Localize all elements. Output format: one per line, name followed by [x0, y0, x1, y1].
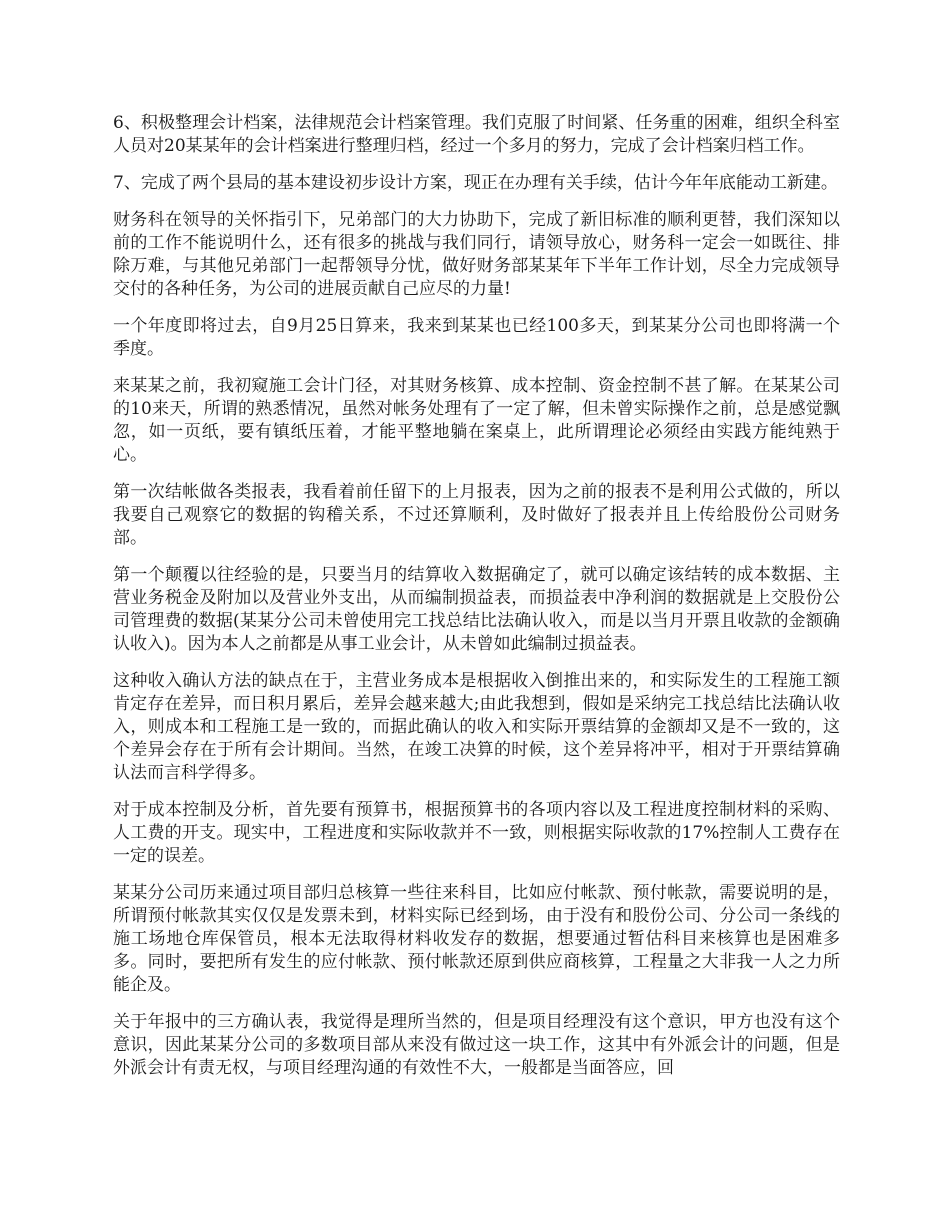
paragraph-cost-control: 对于成本控制及分析，首先要有预算书，根据预算书的各项内容以及工程进度控制材料的采购、人工费的开支。现实中，工程进度和实际收款并不一致，则根据实际收款的17%控制人工费存在一定的误差。 — [113, 800, 840, 866]
paragraph-accounts-payable: 某某分公司历来通过项目部归总核算一些往来科目，比如应付帐款、预付帐款，需要说明的是，所谓预付帐款其实仅仅是发票未到，材料实际已经到场，由于没有和股份公司、分公司一条线的施工场地仓库保管员，根本无法取得材料收发存的数据，想要通过暂估科目来核算也是困难多多。同时，要把所有发生的应付帐款、预付帐款还原到供应商核算，工程量之大非我一人之力所能企及。 — [113, 883, 840, 995]
paragraph-method-drawbacks: 这种收入确认方法的缺点在于，主营业务成本是根据收入倒推出来的，和实际发生的工程施工额肯定存在差异，而日积月累后，差异会越来越大;由此我想到，假如是采纳完工找总结比法确认收入，则成本和工程施工是一致的，而据此确认的收入和实际开票结算的金额却又是不一致的，这个差异会存在于所有会计期间。当然，在竣工决算的时候，这个差异将冲平，相对于开票结算确认法而言科学得多。 — [113, 671, 840, 783]
paragraph-before-joining: 来某某之前，我初窥施工会计门径，对其财务核算、成本控制、资金控制不甚了解。在某某公司的10来天，所谓的熟悉情况，虽然对帐务处理有了一定了解，但未曾实际操作之前，总是感觉飘忽，如一页纸，要有镇纸压着，才能平整地躺在案桌上，此所谓理论必须经由实践方能纯熟于心。 — [113, 376, 840, 465]
paragraph-annual-report: 关于年报中的三方确认表，我觉得是理所当然的，但是项目经理没有这个意识，甲方也没有这个意识，因此某某分公司的多数项目部从来没有做过这一块工作，这其中有外派会计的问题，但是外派会计有责无权，与项目经理沟通的有效性不大，一般都是当面答应，回 — [113, 1012, 840, 1078]
paragraph-first-closing: 第一次结帐做各类报表，我看着前任留下的上月报表，因为之前的报表不是利用公式做的，所以我要自己观察它的数据的钩稽关系，不过还算顺利，及时做好了报表并且上传给股份公司财务部。 — [113, 482, 840, 548]
paragraph-construction-plan: 7、完成了两个县局的基本建设初步设计方案，现正在办理有关手续，估计今年年底能动工新建。 — [113, 173, 838, 193]
paragraph-finance-summary: 财务科在领导的关怀指引下，兄弟部门的大力协助下，完成了新旧标准的顺利更替，我们深知以前的工作不能说明什么，还有很多的挑战与我们同行，请领导放心，财务科一定会一如既往、排除万难，与其他兄弟部门一起帮领导分忧，做好财务部某某年下半年工作计划，尽全力完成领导交付的各种任务，为公司的进展贡献自己应尽的力量! — [113, 210, 840, 299]
paragraph-year-intro: 一个年度即将过去，自9月25日算来，我来到某某也已经100多天，到某某分公司也即将满一个季度。 — [113, 316, 840, 359]
paragraph-revenue-recognition: 第一个颠覆以往经验的是，只要当月的结算收入数据确定了，就可以确定该结转的成本数据、主营业务税金及附加以及营业外支出，从而编制损益表，而损益表中净利润的数据就是上交股份公司管理费的数据(某某分公司未曾使用完工找总结比法确认收入，而是以当月开票且收款的金额确认收入)。因为本人之前都是从事工业会计，从未曾如此编制过损益表。 — [113, 565, 840, 654]
document-body — [113, 112, 840, 1094]
paragraph-archives: 6、积极整理会计档案，法律规范会计档案管理。我们克服了时间紧、任务重的困难，组织全科室人员对20某某年的会计档案进行整理归档，经过一个多月的努力，完成了会计档案归档工作。 — [113, 113, 840, 156]
